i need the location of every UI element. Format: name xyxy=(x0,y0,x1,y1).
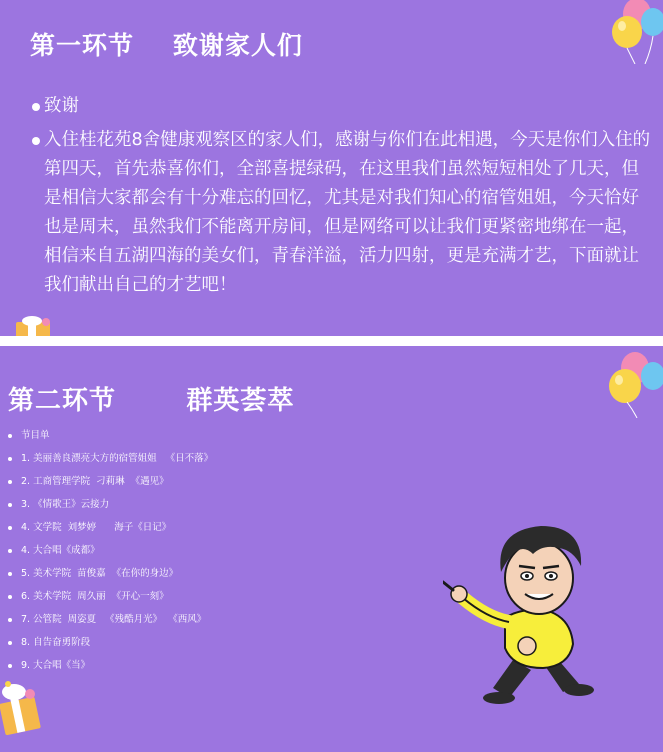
balloons-icon xyxy=(605,0,663,64)
list-item: 1. 美丽善良漂亮大方的宿管姐姐 《日不落》 xyxy=(8,452,213,475)
slide-title: 第二环节 群英荟萃 xyxy=(8,386,295,416)
thanks-list xyxy=(30,92,655,305)
list-item: 3. 《情歌王》云接力 xyxy=(8,498,213,521)
gift-box-icon xyxy=(0,676,44,736)
program-list xyxy=(8,429,213,682)
list-item: 6. 美术学院 周久丽 《开心一刻》 xyxy=(8,590,213,613)
list-item: 入住桂花苑8舍健康观察区的家人们，感谢与你们在此相遇，今天是你们入住的第四天，首先恭喜你们，全部喜提绿码，在这里我们虽然短短相处了几天，但是相信大家都会有十分难忘的回忆，尤其是对我们知心的宿管姐姐，今天恰好也是周末，虽然我们不能离开房间，但是网络可以让我们更紧密地绑在一起，相信来自五湖四海的美女们，青春洋溢，活力四射，更是充满才艺，下面就让我们献出自己的才艺吧！ xyxy=(30,126,655,300)
slide-title: 第一环节 致谢家人们 xyxy=(30,31,303,60)
list-item: 致谢 xyxy=(30,92,655,121)
list-item: 7. 公管院 周姿夏 《残酷月光》 《西风》 xyxy=(8,613,213,636)
list-item: 节目单 xyxy=(8,429,213,452)
gift-box-icon xyxy=(12,316,60,336)
list-item: 8. 自告奋勇阶段 xyxy=(8,636,213,659)
list-item: 9. 大合唱《当》 xyxy=(8,659,213,682)
list-item: 2. 工商管理学院 刁莉琳 《遇见》 xyxy=(8,475,213,498)
balloons-icon xyxy=(603,352,663,418)
list-item: 4. 文学院 刘梦婷 海子《日记》 xyxy=(8,521,213,544)
list-item: 4. 大合唱《成都》 xyxy=(8,544,213,567)
slide-thanks xyxy=(0,0,663,336)
list-item: 5. 美术学院 苗俊嘉 《在你的身边》 xyxy=(8,567,213,590)
cartoon-man-illustration xyxy=(443,520,623,710)
slide-programs xyxy=(0,346,663,752)
